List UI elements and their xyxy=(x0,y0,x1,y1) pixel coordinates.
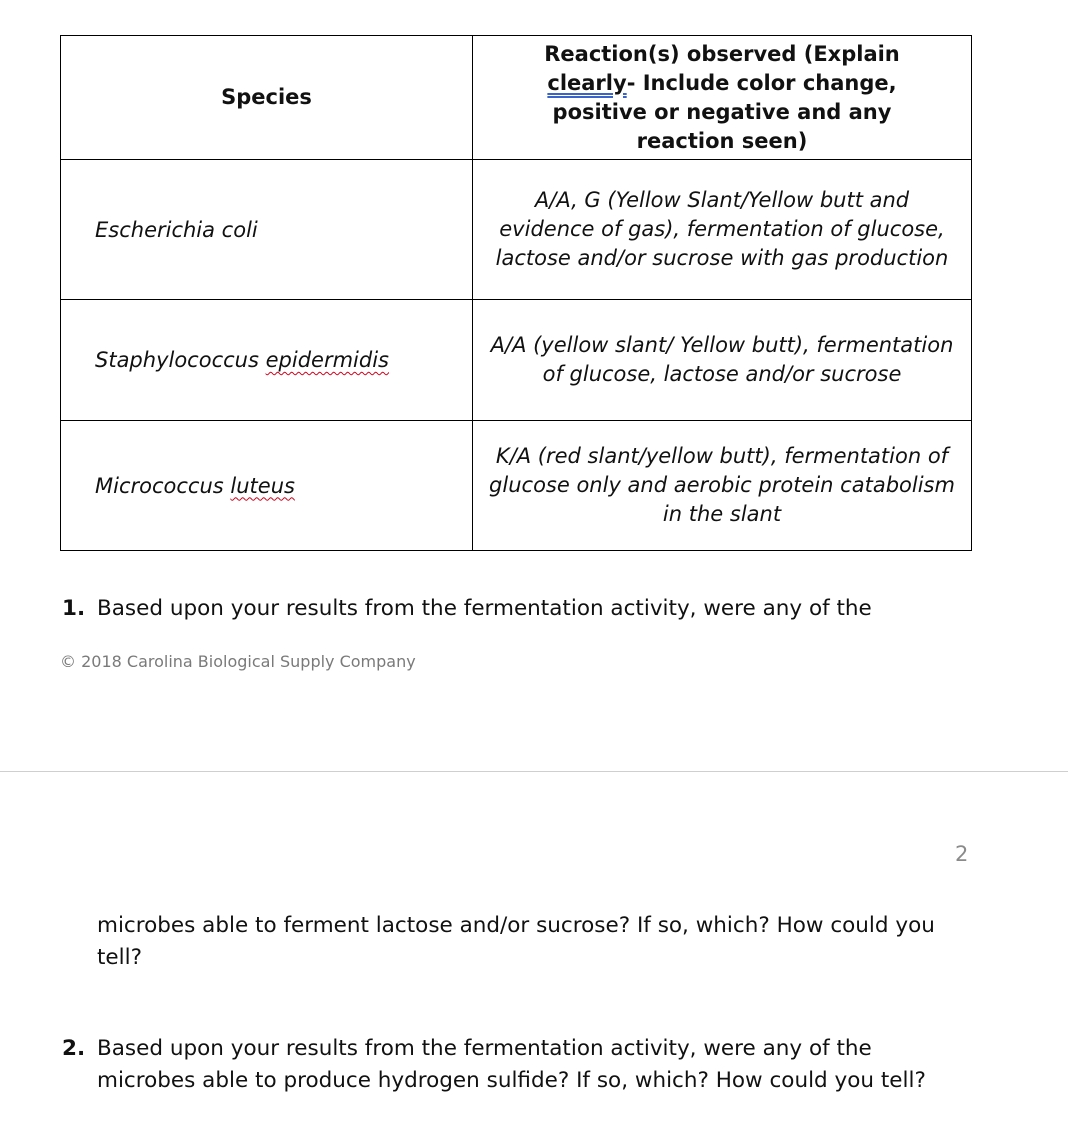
reaction-column-header xyxy=(473,36,972,160)
table-row xyxy=(61,160,972,300)
results-table xyxy=(60,35,972,551)
reaction-cell: A/A (yellow slant/ Yellow butt), fermentation of glucose, lactose and/or sucrose xyxy=(473,300,972,421)
table-row xyxy=(61,300,972,421)
table-header-row xyxy=(61,36,972,160)
species-name: Staphylococcus xyxy=(95,348,266,372)
grammar-flagged-word[interactable]: clearly xyxy=(547,70,627,95)
question-2 xyxy=(60,1033,940,1097)
question-text: Based upon your results from the fermentation activity, were any of the microbes able to produce hydrogen sulfide? If so, which? How could you tell? xyxy=(97,1036,926,1093)
page-divider xyxy=(0,771,1068,772)
spellcheck-flagged-word[interactable]: epidermidis xyxy=(265,348,389,372)
species-cell xyxy=(61,300,473,421)
species-cell xyxy=(61,160,473,300)
question-1-continued: microbes able to ferment lactose and/or sucrose? If so, which? How could you tell? xyxy=(97,913,935,970)
question-1 xyxy=(60,593,940,625)
species-column-header: Species xyxy=(61,36,473,160)
question-number: 1. xyxy=(62,596,86,621)
reaction-cell: K/A (red slant/yellow butt), fermentation of glucose only and aerobic protein catabolism in the slant xyxy=(473,421,972,551)
reaction-header-text: Reaction(s) observed (Explain xyxy=(544,41,900,66)
copyright-footer: © 2018 Carolina Biological Supply Company xyxy=(60,652,416,671)
species-name: Escherichia coli xyxy=(95,217,258,242)
species-cell xyxy=(61,421,473,551)
page-number: 2 xyxy=(955,842,969,866)
question-number: 2. xyxy=(62,1036,86,1061)
reaction-cell: A/A, G (Yellow Slant/Yellow butt and evidence of gas), fermentation of glucose, lactose and/or sucrose with gas production xyxy=(473,160,972,300)
species-name: Micrococcus xyxy=(95,473,231,498)
table-row xyxy=(61,421,972,551)
question-text: Based upon your results from the fermentation activity, were any of the xyxy=(97,596,872,621)
reaction-header-text-rest: - Include color change, positive or negative and any reaction seen) xyxy=(552,70,897,153)
spellcheck-flagged-word[interactable]: luteus xyxy=(230,473,295,498)
